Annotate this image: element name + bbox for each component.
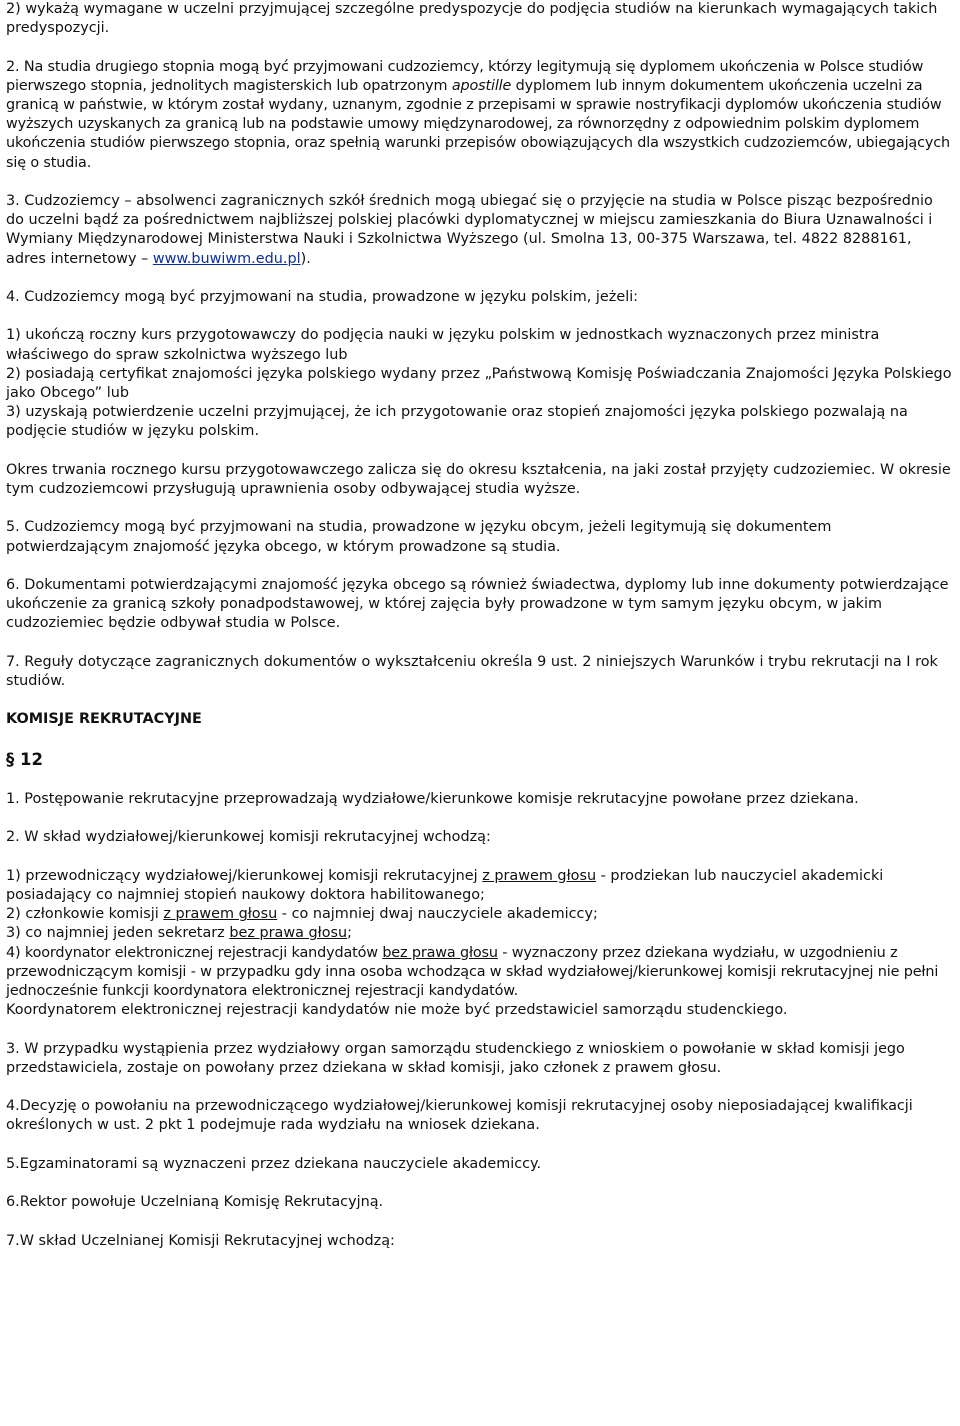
paragraph-k3: 3. W przypadku wystąpienia przez wydziałowy organ samorządu studenckiego z wnioskiem o powołanie w skład komisji jego przedstawiciela, zostaje on powołany przez dziekana w skład komisji, jako członek z prawem głosu. (6, 1040, 905, 1076)
list-item-4-3: 3) uzyskają potwierdzenie uczelni przyjmującej, że ich przygotowanie oraz stopień znajomości języka polskiego pozwalają na podjęcie studiów w języku polskim. (6, 404, 908, 440)
paragraph-7-rules: 7. Reguły dotyczące zagranicznych dokumentów o wykształceniu określa 9 ust. 2 niniejszych Warunków i trybu rekrutacji na I rok studiów. (6, 653, 938, 689)
paragraph-k1: 1. Postępowanie rekrutacyjne przeprowadzają wydziałowe/kierunkowe komisje rekrutacyjne powołane przez dziekana. (6, 790, 859, 807)
paragraph-course-duration: Okres trwania rocznego kursu przygotowawczego zalicza się do okresu kształcenia, na jaki został przyjęty cudzoziemiec. W okresie tym cudzoziemcowi przysługują uprawnienia osoby odbywającej studia wyższe. (6, 461, 951, 497)
paragraph-4-polish-language: 4. Cudzoziemcy mogą być przyjmowani na studia, prowadzone w języku polskim, jeżeli: (6, 289, 639, 305)
paragraph-k4: 4.Decyzję o powołaniu na przewodniczącego wydziałowej/kierunkowej komisji rekrutacyjnej osoby nieposiadającej kwalifikacji określonych w ust. 2 pkt 1 podejmuje rada wydziału na wniosek dziekana. (6, 1098, 913, 1134)
paragraph-2-second-degree: 2. Na studia drugiego stopnia mogą być przyjmowani cudzoziemcy, którzy legitymują się dyplomem ukończenia w Polsce studiów pierwszego stopnia, jednolitych magisterskich lub opatrzonym apostille dyplomem lub innym dokumentem ukończenia uczelni za granicą w państwie, w którym został wydany, uznanym, zgodnie z przepisami w sprawie nostryfikacji dyplomów ukończenia studiów wyższych uzyskanych za granicą lub na podstawie umowy międzynarodowej, za równorzędny z odpowiednim polskim dyplomem ukończenia studiów pierwszego stopnia, oraz spełnią warunki przepisów obowiązujących dla wszystkich cudzoziemców, ubiegających się o studia. (6, 58, 950, 171)
paragraph-k7: 7.W skład Uczelnianej Komisji Rekrutacyjnej wchodzą: (6, 1232, 395, 1249)
section-number: § 12 (6, 749, 43, 769)
committee-member-4: 4) koordynator elektronicznej rejestracji kandydatów bez prawa głosu - wyznaczony przez dziekana wydziału, w uzgodnieniu z przewodniczącym komisji - w przypadku gdy inna osoba wchodząca w skład wydziałowej/kierunkowej komisji rekrutacyjnej nie pełni jednocześnie funkcji koordynatora elektronicznej rejestracji kandydatów. (6, 944, 939, 999)
paragraph-k5: 5.Egzaminatorami są wyznaczeni przez dziekana nauczyciele akademiccy. (6, 1155, 542, 1172)
apostille-term: apostille (451, 77, 512, 94)
paragraph-k2: 2. W skład wydziałowej/kierunkowej komisji rekrutacyjnej wchodzą: (6, 829, 491, 846)
coordinator-note: Koordynatorem elektronicznej rejestracji kandydatów nie może być przedstawiciel samorządu studenckiego. (6, 1002, 788, 1019)
section-heading: KOMISJE REKRUTACYJNE (6, 711, 202, 728)
paragraph-predispositions: 2) wykażą wymagane w uczelni przyjmującej szczególne predyspozycje do podjęcia studiów na kierunkach wymagających takich predyspozycji. (6, 1, 938, 37)
section-sign-icon: § (6, 749, 15, 769)
list-item-4-2: 2) posiadają certyfikat znajomości języka polskiego wydany przez „Państwową Komisję Poświadczania Znajomości Języka Polskiego jako Obcego” lub (6, 365, 952, 401)
paragraph-3-foreigners-graduates: 3. Cudzoziemcy – absolwenci zagranicznych szkół średnich mogą ubiegać się o przyjęcie na studia w Polsce pisząc bezpośrednio do uczelni bądź za pośrednictwem najbliższej polskiej placówki dyplomatycznej w miejscu zamieszkania do Biura Uznawalności i Wymiany Międzynarodowej Ministerstwa Nauki i Szkolnictwa Wyższego (ul. Smolna 13, 00-375 Warszawa, tel. 4822 8288161, adres internetowy – www.buwiwm.edu.pl). (6, 193, 933, 267)
paragraph-6-documents: 6. Dokumentami potwierdzającymi znajomość języka obcego są również świadectwa, dyplomy lub inne dokumenty potwierdzające ukończenie za granicą szkoły ponadpodstawowej, w której zajęcia były prowadzone w tym samym języku obcym, w jakim cudzoziemiec będzie odbywał studia w Polsce. (6, 576, 949, 632)
paragraph-k6: 6.Rektor powołuje Uczelnianą Komisję Rekrutacyjną. (6, 1194, 384, 1211)
committee-member-1: 1) przewodniczący wydziałowej/kierunkowej komisji rekrutacyjnej z prawem głosu - prodziekan lub nauczyciel akademicki posiadający co najmniej stopień naukowy doktora habilitowanego; (6, 867, 884, 903)
committee-member-3: 3) co najmniej jeden sekretarz bez prawa głosu; (6, 925, 352, 942)
buwiwm-link[interactable]: www.buwiwm.edu.pl (152, 250, 301, 267)
list-item-4-1: 1) ukończą roczny kurs przygotowawczy do podjęcia nauki w języku polskim w jednostkach wyznaczonych przez ministra właściwego do spraw szkolnictwa wyższego lub (6, 327, 880, 363)
paragraph-5-foreign-language: 5. Cudzoziemcy mogą być przyjmowani na studia, prowadzone w języku obcym, jeżeli legitymują się dokumentem potwierdzającym znajomość języka obcego, w którym prowadzone są studia. (6, 519, 832, 555)
committee-member-2: 2) członkowie komisji z prawem głosu - co najmniej dwaj nauczyciele akademiccy; (6, 906, 598, 923)
